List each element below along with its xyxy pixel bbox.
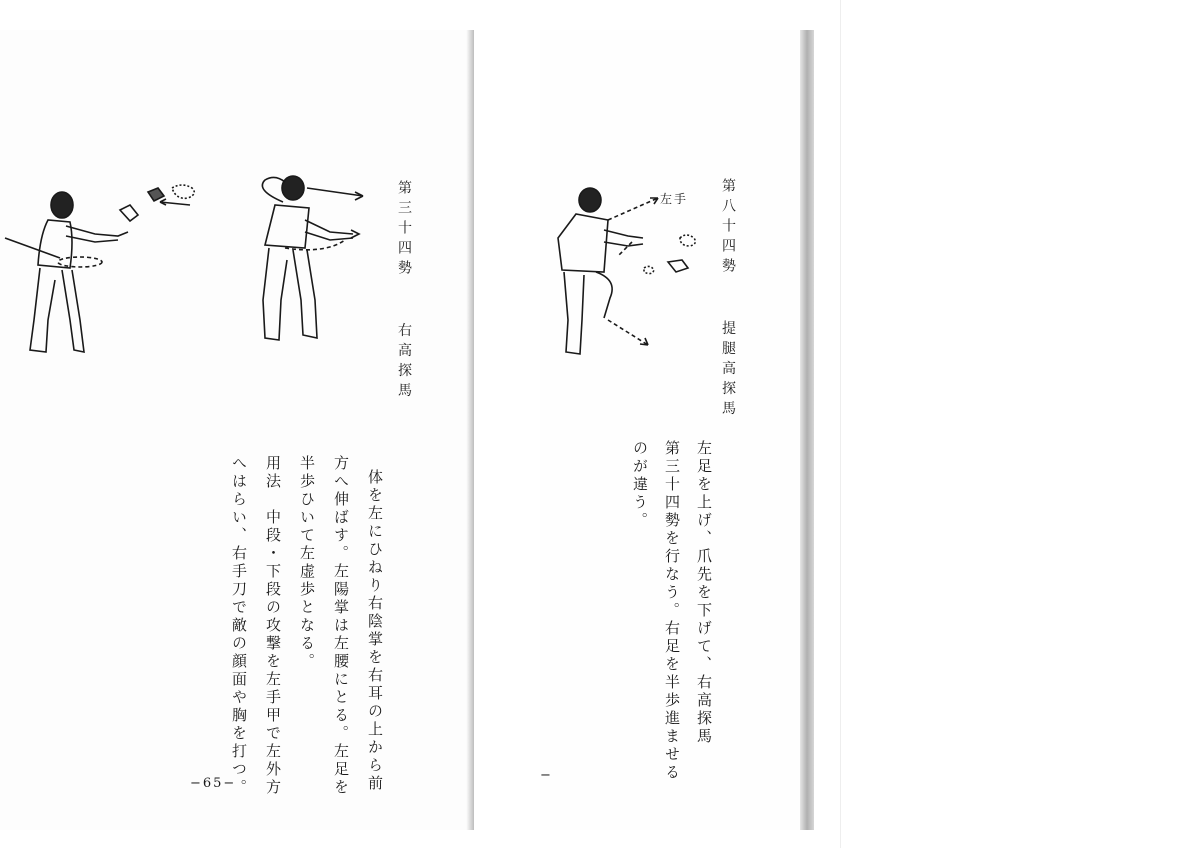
left-usage-line-2: へはらい、右手刀で敵の顔面や胸を打つ。 bbox=[230, 455, 248, 797]
right-heading-title: 提腿高探馬 bbox=[720, 320, 736, 421]
left-body-line-3: 半歩ひいて左虚歩となる。 bbox=[298, 455, 316, 671]
page-gutter-shadow bbox=[466, 30, 474, 830]
left-usage-line-1: 用法 中段・下段の攻撃を左手甲で左外方 bbox=[264, 455, 282, 797]
left-heading bbox=[394, 180, 414, 410]
page-gutter-shadow-right bbox=[800, 30, 814, 830]
page-edge-line bbox=[840, 0, 841, 848]
left-heading-title: 右高探馬 bbox=[396, 322, 412, 403]
right-body-text bbox=[620, 440, 720, 782]
left-body-line-1: 体を左にひねり右陰掌を右耳の上から前 bbox=[366, 469, 384, 793]
page-number-left: −65− bbox=[190, 776, 237, 791]
figure-right-page-pose bbox=[548, 180, 728, 370]
figure-label-left-hand: 左手 bbox=[660, 192, 689, 206]
figure-left-page-pose-2 bbox=[235, 170, 375, 360]
left-body-text bbox=[230, 455, 392, 797]
left-heading-number: 第三十四勢 bbox=[396, 180, 412, 280]
right-heading-number: 第八十四勢 bbox=[720, 178, 736, 278]
left-body-line-2: 方へ伸ばす。左陽掌は左腰にとる。左足を bbox=[332, 455, 350, 797]
page-mark-right: − bbox=[540, 768, 553, 783]
figure-left-page-pose-1 bbox=[0, 170, 220, 370]
right-body-line-2: 第三十四勢を行なう。右足を半歩進ませる bbox=[663, 440, 681, 782]
right-heading bbox=[718, 178, 738, 421]
right-body-line-3: のが違う。 bbox=[631, 440, 649, 530]
right-body-line-1: 左足を上げ、爪先を下げて、右高探馬 bbox=[695, 440, 713, 746]
